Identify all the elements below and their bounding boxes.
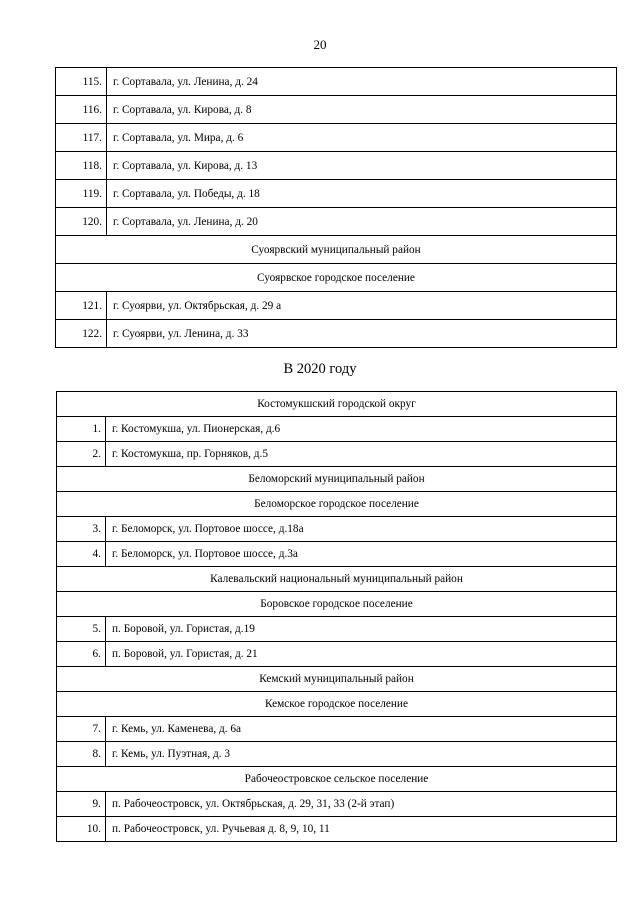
table-row: [57, 817, 617, 842]
table-row: [57, 417, 617, 442]
table2-body: [57, 392, 617, 842]
row-number-cell: 3.: [57, 517, 106, 542]
section-title: В 2020 году: [283, 361, 357, 377]
row-number-cell: 9.: [57, 792, 106, 817]
table-section-header-row: [57, 567, 617, 592]
table-row: [57, 642, 617, 667]
address-cell: п. Боровой, ул. Гористая, д. 21: [106, 642, 617, 667]
address-cell: г. Сортавала, ул. Победы, д. 18: [107, 180, 617, 208]
address-table-2020: [56, 391, 617, 842]
table-row: [57, 617, 617, 642]
table-section-header-row: [57, 592, 617, 617]
row-number-cell: 7.: [57, 717, 106, 742]
table-row: [56, 152, 617, 180]
row-number-cell: 4.: [57, 542, 106, 567]
table1-body: [56, 68, 617, 348]
table-section-header-row: [56, 236, 617, 264]
row-number-cell: 119.: [56, 180, 107, 208]
address-cell: г. Костомукша, пр. Горняков, д.5: [106, 442, 617, 467]
row-number-cell: 121.: [56, 292, 107, 320]
address-cell: п. Рабочеостровск, ул. Октябрьская, д. 29, 31, 33 (2-й этап): [106, 792, 617, 817]
row-number-cell: 8.: [57, 742, 106, 767]
table-section-header-row: [57, 767, 617, 792]
row-number-cell: 116.: [56, 96, 107, 124]
address-cell: г. Кемь, ул. Каменева, д. 6а: [106, 717, 617, 742]
table-row: [57, 792, 617, 817]
section-header-cell: Кемский муниципальный район: [57, 667, 617, 692]
row-number-cell: 6.: [57, 642, 106, 667]
address-cell: г. Суоярви, ул. Ленина, д. 33: [107, 320, 617, 348]
row-number-cell: 122.: [56, 320, 107, 348]
table-row: [57, 442, 617, 467]
address-table-continued: [55, 67, 617, 348]
table-row: [57, 542, 617, 567]
table-row: [56, 180, 617, 208]
address-cell: п. Рабочеостровск, ул. Ручьевая д. 8, 9, 10, 11: [106, 817, 617, 842]
table-row: [56, 320, 617, 348]
row-number-cell: 2.: [57, 442, 106, 467]
address-cell: г. Костомукша, ул. Пионерская, д.6: [106, 417, 617, 442]
row-number-cell: 120.: [56, 208, 107, 236]
section-header-cell: Суоярвское городское поселение: [56, 264, 617, 292]
row-number-cell: 118.: [56, 152, 107, 180]
table-section-header-row: [57, 392, 617, 417]
row-number-cell: 10.: [57, 817, 106, 842]
address-cell: г. Сортавала, ул. Мира, д. 6: [107, 124, 617, 152]
table-row: [56, 68, 617, 96]
address-cell: г. Суоярви, ул. Октябрьская, д. 29 а: [107, 292, 617, 320]
page-number: 20: [313, 37, 327, 52]
address-cell: г. Кемь, ул. Пуэтная, д. 3: [106, 742, 617, 767]
table-section-header-row: [57, 692, 617, 717]
section-header-cell: Костомукшский городской округ: [57, 392, 617, 417]
section-header-cell: Беломорский муниципальный район: [57, 467, 617, 492]
address-cell: г. Сортавала, ул. Ленина, д. 20: [107, 208, 617, 236]
section-header-cell: Рабочеостровское сельское поселение: [57, 767, 617, 792]
section-header-cell: Кемское городское поселение: [57, 692, 617, 717]
address-cell: г. Сортавала, ул. Кирова, д. 13: [107, 152, 617, 180]
address-cell: п. Боровой, ул. Гористая, д.19: [106, 617, 617, 642]
table-row: [56, 208, 617, 236]
section-header-cell: Калевальский национальный муниципальный район: [57, 567, 617, 592]
table-section-header-row: [57, 667, 617, 692]
address-cell: г. Сортавала, ул. Ленина, д. 24: [107, 68, 617, 96]
table-section-header-row: [57, 492, 617, 517]
table-row: [56, 96, 617, 124]
row-number-cell: 1.: [57, 417, 106, 442]
section-header-cell: Суоярвский муниципальный район: [56, 236, 617, 264]
table-section-header-row: [57, 467, 617, 492]
address-cell: г. Беломорск, ул. Портовое шоссе, д.3а: [106, 542, 617, 567]
table-row: [57, 517, 617, 542]
row-number-cell: 115.: [56, 68, 107, 96]
section-header-cell: Боровское городское поселение: [57, 592, 617, 617]
row-number-cell: 117.: [56, 124, 107, 152]
row-number-cell: 5.: [57, 617, 106, 642]
table-row: [56, 292, 617, 320]
table-row: [57, 742, 617, 767]
table-row: [56, 124, 617, 152]
address-cell: г. Беломорск, ул. Портовое шоссе, д.18а: [106, 517, 617, 542]
address-cell: г. Сортавала, ул. Кирова, д. 8: [107, 96, 617, 124]
section-header-cell: Беломорское городское поселение: [57, 492, 617, 517]
table-row: [57, 717, 617, 742]
table-section-header-row: [56, 264, 617, 292]
